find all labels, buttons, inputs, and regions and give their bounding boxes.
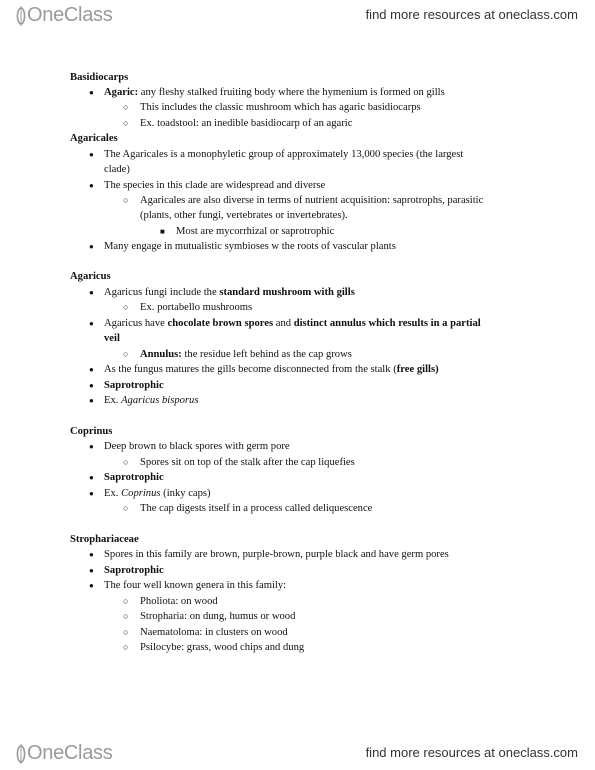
logo-text: OneClass [27, 742, 113, 764]
list-text: Spores sit on top of the stalk after the cap liquefies [140, 457, 355, 468]
list-text: Agaricus have [104, 318, 168, 329]
footer-tagline[interactable]: find more resources at oneclass.com [365, 745, 578, 760]
definition: any fleshy stalked fruiting body where the hymenium is formed on gills [138, 87, 445, 98]
logo-text: OneClass [27, 4, 113, 26]
list-text: Ex. toadstool: an inedible basidiocarp of an agaric [140, 118, 353, 129]
bullet: ○ [123, 102, 129, 112]
page-footer [0, 738, 595, 768]
term: Agaric: [104, 87, 139, 98]
list-text: Psilocybe: grass, wood chips and dung [140, 642, 305, 653]
list-text: (inky caps) [160, 488, 211, 499]
list-text: This includes the classic mushroom which has agaric basidiocarps [140, 102, 421, 113]
list-text: The species in this clade are widespread and diverse [104, 180, 326, 191]
logo-mark-icon [16, 743, 26, 765]
list-text: Ex. portabello mushrooms [140, 302, 253, 313]
bullet: ● [89, 242, 94, 251]
section-heading-strophariaceae: Strophariaceae [70, 534, 139, 545]
emphasis: distinct annulus which results in a partial [293, 318, 481, 329]
bullet: ■ [160, 227, 165, 236]
list-text: Naematoloma: in clusters on wood [140, 627, 288, 638]
list-text: Ex. [104, 488, 122, 499]
emphasis: free gills) [396, 364, 439, 375]
bullet: ○ [123, 642, 129, 652]
term: Annulus: [140, 349, 182, 360]
bullet: ● [89, 473, 94, 482]
bullet: ● [89, 181, 94, 190]
list-text: Saprotrophic [104, 380, 164, 391]
logo-mark-icon [16, 5, 26, 27]
bullet: ● [89, 88, 94, 97]
list-text: Many engage in mutualistic symbioses w the roots of vascular plants [104, 241, 396, 252]
list-text: Agaricales are also diverse in terms of nutrient acquisition: saprotrophs, parasitic [140, 195, 484, 206]
list-text: The four well known genera in this family: [104, 580, 287, 591]
list-text: clade) [104, 164, 130, 175]
list-text: The cap digests itself in a process called deliquescence [140, 503, 373, 514]
list-text: The Agaricales is a monophyletic group of approximately 13,000 species (the largest [104, 149, 464, 160]
bullet: ● [89, 581, 94, 590]
list-text: Deep brown to black spores with germ pore [104, 441, 290, 452]
list-text: and [273, 318, 294, 329]
header-tagline[interactable]: find more resources at oneclass.com [365, 7, 578, 22]
list-text: Most are mycorrhizal or saprotrophic [176, 226, 335, 237]
bullet: ● [89, 489, 94, 498]
bullet: ○ [123, 611, 129, 621]
section-heading-agaricales: Agaricales [70, 133, 118, 144]
bullet: ○ [123, 302, 129, 312]
section-heading-basidiocarps: Basidiocarps [70, 72, 129, 83]
list-text: Saprotrophic [104, 472, 164, 483]
bullet: ○ [123, 195, 129, 205]
bullet: ○ [123, 457, 129, 467]
species-name: Coprinus [121, 488, 161, 499]
list-text: Spores in this family are brown, purple-brown, purple black and have germ pores [104, 549, 449, 560]
bullet: ● [89, 381, 94, 390]
list-text: Saprotrophic [104, 565, 164, 576]
emphasis: standard mushroom with gills [219, 287, 355, 298]
bullet: ○ [123, 627, 129, 637]
list-text: Pholiota: on wood [140, 596, 218, 607]
page-header [0, 0, 595, 30]
bullet: ○ [123, 596, 129, 606]
oneclass-logo[interactable] [16, 4, 112, 27]
list-text: Agaricus fungi include the [104, 287, 220, 298]
bullet: ○ [123, 503, 129, 513]
bullet: ● [89, 319, 94, 328]
bullet: ● [89, 396, 94, 405]
bullet: ● [89, 150, 94, 159]
list-text: Ex. [104, 395, 122, 406]
bullet: ● [89, 442, 94, 451]
emphasis: chocolate brown spores [167, 318, 274, 329]
bullet: ● [89, 550, 94, 559]
emphasis: veil [104, 333, 120, 344]
bullet: ● [89, 288, 94, 297]
section-heading-agaricus: Agaricus [70, 271, 111, 282]
definition: the residue left behind as the cap grows [181, 349, 352, 360]
list-text: As the fungus matures the gills become disconnected from the stalk ( [104, 364, 397, 375]
bullet: ○ [123, 349, 129, 359]
oneclass-logo[interactable] [16, 742, 112, 765]
list-text: Stropharia: on dung, humus or wood [140, 611, 296, 622]
bullet: ● [89, 566, 94, 575]
bullet: ● [89, 365, 94, 374]
species-name: Agaricus bisporus [121, 395, 199, 406]
section-heading-coprinus: Coprinus [70, 426, 113, 437]
list-text: (plants, other fungi, vertebrates or invertebrates). [140, 210, 348, 221]
bullet: ○ [123, 118, 129, 128]
